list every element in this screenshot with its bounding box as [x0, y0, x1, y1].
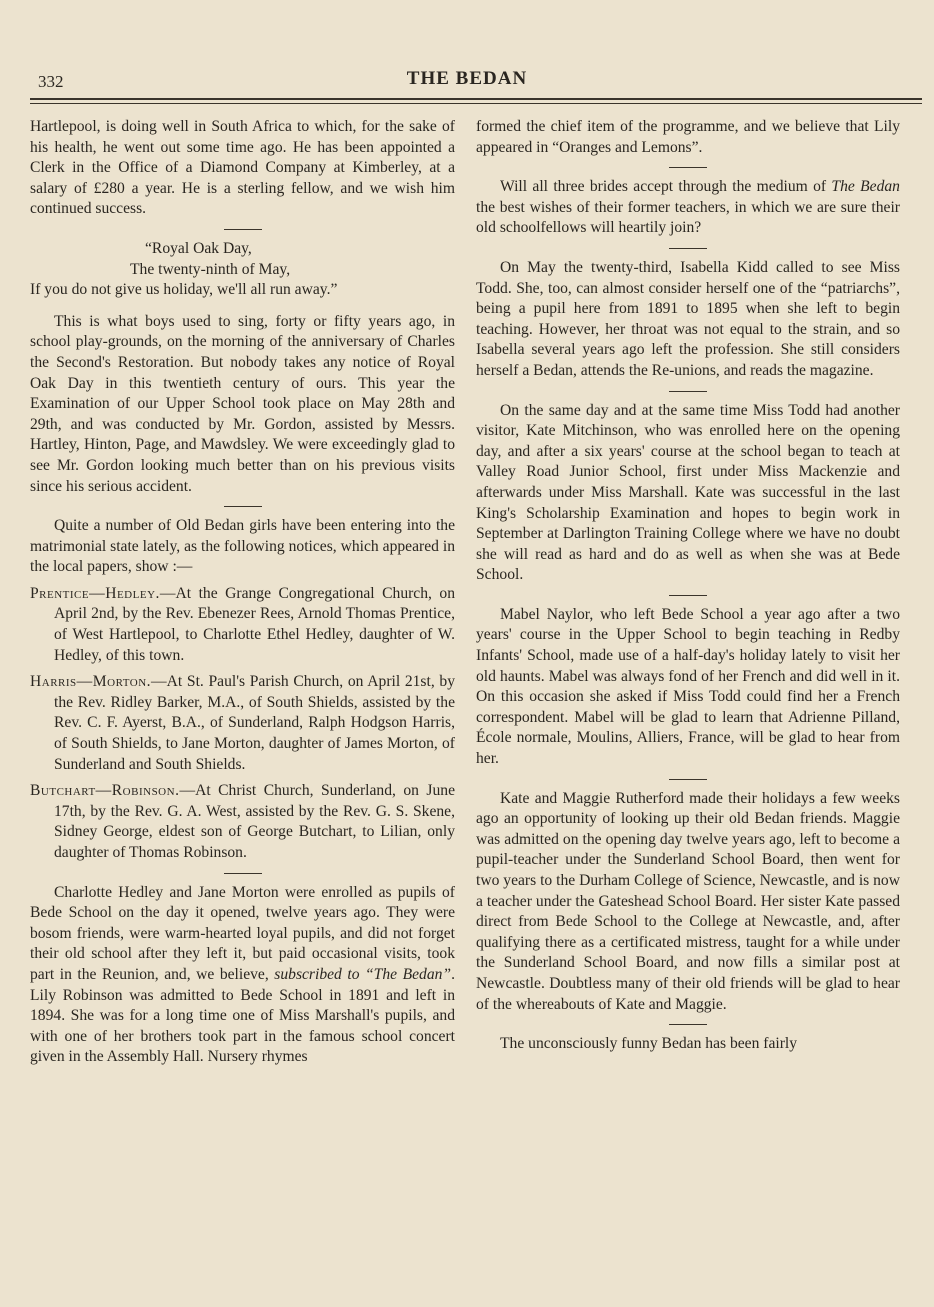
verse-line: If you do not give us holiday, we'll all run away.” — [30, 281, 338, 299]
page-number: 332 — [38, 72, 64, 91]
text-run: . Lily Robinson was admitted to Bede School in 1891 and left in 1894. She was for a long time one of Miss Marshall's pupils, and with one of her brothers took part in the famous school concert given in the Assembly Hall. Nursery rhymes — [30, 965, 455, 1066]
section-divider — [224, 873, 262, 874]
section-divider — [669, 1024, 707, 1025]
notice-text: —At St. Paul's Parish Church, on April 21st, by the Rev. Ridley Barker, M.A., of South Shields, assisted by the Rev. C. F. Ayerst, B.A., of Sunderland, Ralph Hodgson Harris, of South Shields, to Jane Morton, daughter of James Morton, of Sunderland and South Shields. — [54, 673, 455, 773]
marriage-notice — [30, 672, 455, 775]
header-rule — [30, 98, 922, 100]
left-column — [30, 117, 455, 1068]
text-run: Will all three brides accept through the medium of — [500, 178, 832, 196]
verse-line: “Royal Oak Day, — [145, 239, 252, 257]
notice-names: Prentice—Hedley. — [30, 584, 160, 602]
notice-names: Butchart—Robinson. — [30, 782, 180, 800]
italic-text: The Bedan — [831, 178, 900, 196]
section-divider — [669, 779, 707, 780]
verse-line: The twenty-ninth of May, — [130, 260, 291, 278]
italic-text: subscribed to “The Bedan” — [274, 965, 452, 983]
marriage-notice — [30, 584, 455, 666]
text-run: the best wishes of their former teachers, in which we are sure their old schoolfellows will heartily join? — [476, 198, 900, 237]
paragraph-funny-bedan: The unconsciously funny Bedan has been fairly — [500, 1035, 798, 1053]
section-divider — [669, 167, 707, 168]
notice-names: Harris—Morton. — [30, 673, 152, 691]
paragraph-isabella-kidd: On May the twenty-third, Isabella Kidd called to see Miss Todd. She, too, can almost consider herself one of the “patriarchs”, being a pupil here from 1891 to 1895 when she left to begin teaching. However, her throat was not equal to the strain, and so Isabella several years ago left the profession. She still considers herself a Bedan, attends the Re-unions, and reads the magazine. — [476, 258, 900, 379]
page-header — [0, 68, 934, 92]
verse-royal-oak — [30, 239, 455, 301]
paragraph-mabel-naylor: Mabel Naylor, who left Bede School a year ago after a two years' course in the Upper School to begin teaching in Redby Infants' School, made use of a half-day's holiday lately to visit her old haunts. Mabel was always fond of her French and did well in it. On this occasion she asked if Miss Todd could find her a French correspondent. Mabel will be glad to learn that Adrienne Pilland, École normale, Moulins, Alliers, France, will be glad to hear from her. — [476, 605, 900, 768]
header-rule-thin — [30, 103, 922, 104]
notice-text: —At the Grange Congregational Church, on April 2nd, by the Rev. Ebenezer Rees, Arnold Thomas Prentice, of West Hartlepool, to Charlotte Ethel Hedley, daughter of W. Hedley, of this town. — [54, 584, 455, 664]
running-title: THE BEDAN — [406, 68, 528, 89]
paragraph-programme: formed the chief item of the programme, and we believe that Lily appeared in “Oranges and Lemons”. — [476, 118, 900, 156]
paragraph-kate-mitchinson: On the same day and at the same time Miss Todd had another visitor, Kate Mitchinson, who was enrolled here on the opening day, and after a six years' course at the school began to teach at Valley Road Junior School, first under Miss Mackenzie and afterwards under Miss Marshall. Kate was successful in the last King's Scholarship Examination and hopes to begin work in September at Darlington Training College where we have no doubt she will read as hard and do as well as when she was at Bede School. — [476, 401, 900, 584]
marriage-notice — [30, 781, 455, 863]
paragraph-royal-oak-day: This is what boys used to sing, forty or fifty years ago, in school play-grounds, on the morning of the anniversary of Charles the Second's Restoration. But nobody takes any notice of Royal Oak Day in this twentieth century of ours. This year the Examination of our Upper School took place on May 28th and 29th, and was conducted by Mr. Gordon, assisted by Messrs. Hartley, Hinton, Page, and Mawdsley. We were exceedingly glad to see Mr. Gordon looking much better than on his previous visits since his serious accident. — [30, 312, 455, 495]
section-divider — [669, 391, 707, 392]
paragraph-hartlepool: Hartlepool, is doing well in South Africa to which, for the sake of his health, he went out some time ago. He has been appointed a Clerk in the Office of a Diamond Company at Kimberley, at a salary of £280 a year. He is a sterling fellow, and we wish him continued success. — [30, 118, 455, 218]
text-run: Charlotte Hedley and Jane Morton were enrolled as pupils of Bede School on the day it opened, twelve years ago. They were bosom friends, were warm-hearted loyal pupils, and did not forget their old school after they left it, but paid occasional visits, took part in the Reunion, and, we believe, — [30, 883, 455, 983]
section-divider — [669, 595, 707, 596]
notice-text: —At Christ Church, Sunderland, on June 17th, by the Rev. G. A. West, assisted by the Rev. G. S. Skene, Sidney George, eldest son of George Butchart, to Lilian, only daughter of Thomas Robinson. — [54, 782, 455, 861]
paragraph-rutherford: Kate and Maggie Rutherford made their holidays a few weeks ago an opportunity of looking up their old Bedan friends. Maggie was admitted on the opening day twelve years ago, left to become a pupil-teacher under the Sunderland School Board, then went for two years to the Durham College of Science, Newcastle, and is now a teacher under the Gateshead School Board. Her sister Kate passed direct from Bede School to the College at Newcastle, and, after qualifying there as a certificated mistress, taught for a while under the Sunderland School Board, and now fills a similar post at Newcastle. Doubtless many of their old friends will be glad to hear of the whereabouts of Kate and Maggie. — [476, 789, 900, 1013]
section-divider — [224, 506, 262, 507]
paragraph-brides — [476, 177, 900, 239]
right-column — [476, 117, 900, 1055]
paragraph-hedley-morton — [30, 883, 455, 1068]
section-divider — [224, 229, 262, 230]
section-divider — [669, 248, 707, 249]
paragraph-old-bedan-girls: Quite a number of Old Bedan girls have been entering into the matrimonial state lately, as the following notices, which appeared in the local papers, show :— — [30, 517, 455, 576]
